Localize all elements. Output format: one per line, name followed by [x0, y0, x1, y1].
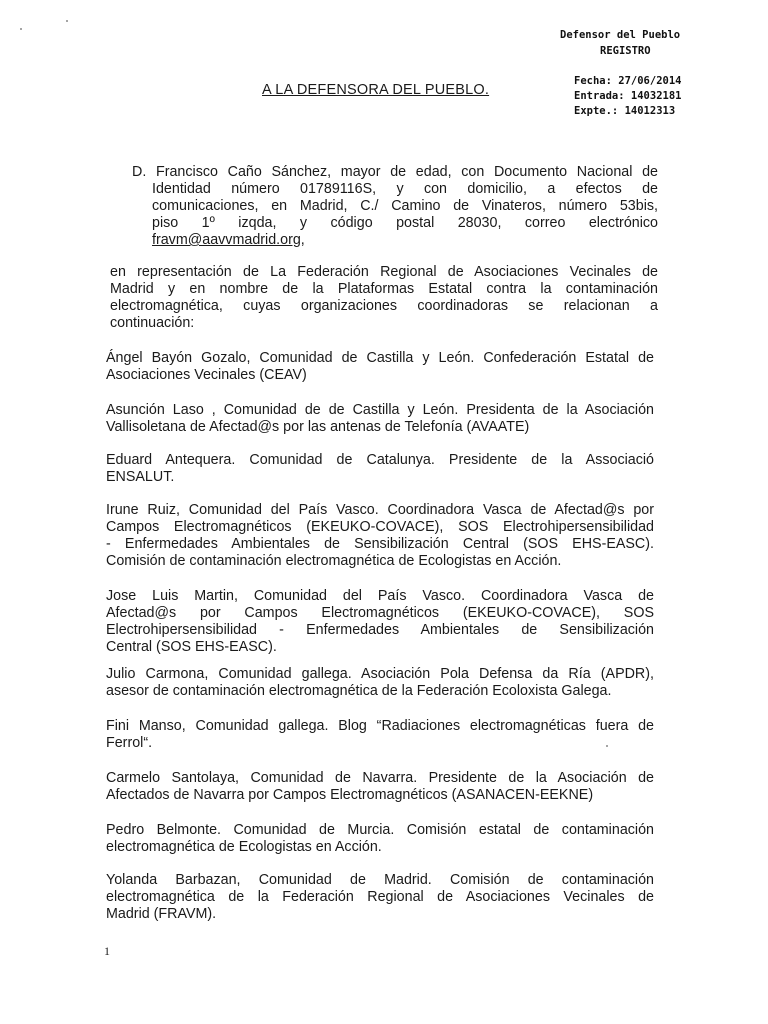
member-line: Madrid (FRAVM).	[106, 906, 217, 922]
member-entry	[106, 872, 654, 923]
member-entry	[106, 350, 654, 384]
stamp-expte: 14012313	[624, 105, 676, 117]
intro-line: comunicaciones, en Madrid, C./ Camino de Vinateros, número 53bis,	[152, 198, 658, 214]
member-line: Irune Ruiz, Comunidad del País Vasco. Coordinadora Vasca de Afectad@s por	[106, 502, 654, 518]
member-line: Asociaciones Vecinales (CEAV)	[106, 367, 307, 383]
member-line: Yolanda Barbazan, Comunidad de Madrid. Comisión de contaminación	[106, 872, 654, 888]
member-entry	[106, 666, 654, 700]
member-line: Campos Electromagnéticos (EKEUKO-COVACE), SOS Electrohipersensibilidad	[106, 519, 654, 535]
stamp-entrada: 14032181	[630, 90, 682, 102]
member-line: Afectad@s por Campos Electromagnéticos (EKEUKO-COVACE), SOS	[106, 605, 654, 621]
scan-speck	[66, 20, 68, 22]
member-line: Jose Luis Martin, Comunidad del País Vasco. Coordinadora Vasca de	[106, 588, 654, 604]
repr-line: electromagnética, cuyas organizaciones coordinadoras se relacionan a	[110, 298, 658, 314]
member-line: Central (SOS EHS-EASC).	[106, 639, 277, 655]
member-entry	[106, 452, 654, 486]
intro-line: piso 1º izqda, y código postal 28030, correo electrónico	[152, 215, 658, 231]
repr-line: continuación:	[110, 315, 195, 331]
member-line: ENSALUT.	[106, 469, 175, 485]
member-line: Comisión de contaminación electromagnética de Ecologistas en Acción.	[106, 553, 562, 569]
member-line: Julio Carmona, Comunidad gallega. Asociación Pola Defensa da Ría (APDR),	[106, 666, 654, 682]
member-entry	[106, 718, 654, 752]
member-line: electromagnética de la Federación Regional de Asociaciones Vecinales de	[106, 889, 654, 905]
repr-line: en representación de La Federación Regional de Asociaciones Vecinales de	[110, 264, 658, 280]
intro-paragraph	[132, 164, 658, 249]
stamp-details	[574, 74, 681, 119]
scan-speck	[20, 28, 22, 30]
member-line: Carmelo Santolaya, Comunidad de Navarra. Presidente de la Asociación de	[106, 770, 654, 786]
representation-paragraph	[110, 264, 658, 332]
stamp-registro: REGISTRO	[600, 45, 651, 57]
email-link[interactable]: fravm@aavvmadrid.org	[152, 232, 301, 248]
member-entry	[106, 502, 654, 570]
member-entry	[106, 588, 654, 656]
document-title: A LA DEFENSORA DEL PUEBLO.	[262, 82, 490, 98]
repr-line: Madrid y en nombre de la Plataformas Estatal contra la contaminación	[110, 281, 658, 297]
member-line: - Enfermedades Ambientales de Sensibilización Central (SOS EHS-EASC).	[106, 536, 654, 552]
email-suffix: ,	[300, 232, 305, 248]
intro-line: D. Francisco Caño Sánchez, mayor de edad, con Documento Nacional de	[132, 164, 658, 180]
member-line: Afectados de Navarra por Campos Electromagnéticos (ASANACEN-EEKNE)	[106, 787, 594, 803]
member-entry	[106, 402, 654, 436]
stamp-fecha: 27/06/2014	[618, 75, 682, 87]
member-line: Ángel Bayón Gozalo, Comunidad de Castilla y León. Confederación Estatal de	[106, 350, 654, 366]
member-line: Pedro Belmonte. Comunidad de Murcia. Comisión estatal de contaminación	[106, 822, 654, 838]
stamp-fecha-label: Fecha:	[574, 75, 612, 87]
member-line: Eduard Antequera. Comunidad de Catalunya. Presidente de la Associació	[106, 452, 654, 468]
member-line: Ferrol“.	[106, 735, 153, 751]
stamp-office: Defensor del Pueblo	[560, 29, 681, 41]
scan-speck	[606, 745, 608, 747]
member-line: electromagnética de Ecologistas en Acción.	[106, 839, 382, 855]
member-entry	[106, 770, 654, 804]
intro-line: Identidad número 01789116S, y con domicilio, a efectos de	[152, 181, 658, 197]
member-entry	[106, 822, 654, 856]
member-line: Electrohipersensibilidad - Enfermedades Ambientales de Sensibilización	[106, 622, 654, 638]
page-number: 1	[104, 944, 110, 958]
member-line: Asunción Laso , Comunidad de de Castilla y León. Presidenta de la Asociación	[106, 402, 654, 418]
stamp-expte-label: Expte.:	[574, 105, 619, 117]
stamp-entrada-label: Entrada:	[574, 90, 625, 102]
member-line: asesor de contaminación electromagnética de la Federación Ecoloxista Galega.	[106, 683, 612, 699]
member-line: Vallisoletana de Afectad@s por las antenas de Telefonía (AVAATE)	[106, 419, 530, 435]
member-line: Fini Manso, Comunidad gallega. Blog “Radiaciones electromagnéticas fuera de	[106, 718, 654, 734]
